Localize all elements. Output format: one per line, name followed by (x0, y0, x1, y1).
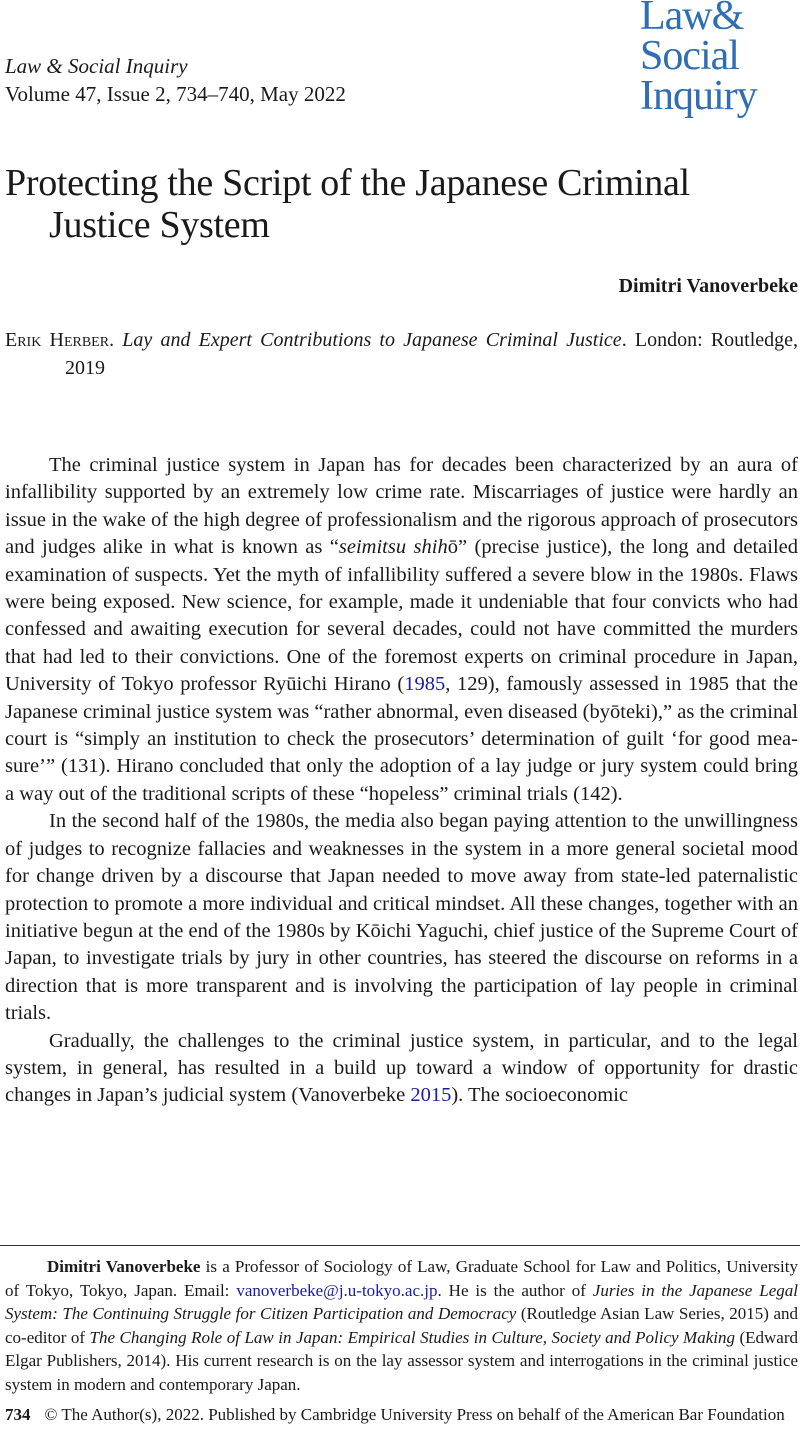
reviewed-book-reference: Erik Herber. Lay and Expert Contributions to Japanese Criminal Justice. London: Routledge, 2019 (5, 329, 799, 379)
reviewed-book-publisher: . London: Routledge, 2019 (65, 329, 799, 379)
paragraph-3: Gradually, the challenges to the criminal justice system, in particular, and to the legal system, in general, has resulted in a build up toward a window of opportunity for drastic changes in Japan’s judicial system (Vanoverbeke 2015). The socioeconomic (5, 1029, 798, 1107)
page-number: 734 (5, 1405, 31, 1424)
journal-name: Law & Social Inquiry (5, 54, 188, 78)
author-email-link[interactable]: vanoverbeke@j.u-tokyo.ac.jp (236, 1280, 438, 1300)
volume-info: Volume 47, Issue 2, 734–740, May 2022 (5, 82, 346, 106)
journal-logo (640, 0, 757, 119)
journal-meta (5, 52, 346, 108)
page-footer (5, 1404, 800, 1426)
reviewed-book-title: Lay and Expert Contributions to Japanese Criminal Justice (122, 329, 622, 351)
article-body (5, 452, 798, 1110)
footnote-author-name: Dimitri Vanoverbeke (47, 1257, 201, 1276)
article-author: Dimitri Vanoverbeke (618, 275, 798, 297)
paragraph-2: In the second half of the 1980s, the media also began paying attention to the unwillingness of judges to recognize fallacies and weaknesses in the system in a more general societal mood for change driven by a discourse that Japan needed to move away from state-led paternalistic protection to promote a more individual and critical mindset. All these changes, together with an initiative begun at the end of the 1980s by Kōichi Yaguchi, chief justice of the Supreme Court of Japan, to investigate trials by jury in other countries, has steered the discourse on reforms in a direction that is more transparent and is involving the participation of lay people in criminal trials. (5, 810, 798, 1025)
book-title-1: Juries in the Japanese Legal System: The Continuing Struggle for Citizen Participation and Democracy (5, 1280, 798, 1323)
citation-link-2015[interactable]: 2015 (410, 1084, 452, 1107)
citation-link-1985[interactable]: 1985 (404, 673, 446, 696)
author-footnote: Dimitri Vanoverbeke is a Professor of Sociology of Law, Graduate School for Law and Politics, University of Tokyo, Tokyo, Japan. Email: vanoverbeke@j.u-tokyo.ac.jp. He is the author of Juries in the Japanese Legal System: The Continuing Struggle for Citizen Participation and Democracy (Routledge Asian Law Series, 2015) and co-editor of The Changing Role of Law in Japan: Empirical Studies in Culture, Society and Policy Making (Edward Elgar Publishers, 2014). His current research is on the lay assessor system and interrogations in the criminal justice system in modern and contemporary Japan. (5, 1257, 799, 1394)
book-title-2: The Changing Role of Law in Japan: Empirical Studies in Culture, Society and Policy Making (89, 1327, 735, 1347)
paragraph-1: The criminal justice system in Japan has for decades been characterized by an aura of infallibility supported by an extremely low crime rate. Miscarriages of justice were hardly an issue in the wake of the high degree of professionalism and the rigorous approach of prosecutors and judges alike in what is known as “seimitsu shihō” (precise justice), the long and detailed examination of suspects. Yet the myth of infallibility suffered a severe blow in the 1980s. Flaws were being exposed. New science, for example, made it undeniable that four convicts who had confessed and awaiting execution for several decades, could not have committed the murders that had led to their convictions. One of the foremost experts on criminal procedure in Japan, University of Tokyo professor Ryūichi Hirano (1985, 129), famously assessed in 1985 that the Japanese criminal justice system was “rather abnormal, even diseased (byōteki),” as the criminal court is “simply an institution to check the prosecutors’ determination of guilt ‘for good measure’” (131). Hirano concluded that only the adoption of a lay judge or jury system could bring a way out of the traditional scripts of these “hopeless” criminal trials (142). (5, 454, 798, 805)
logo-line-2: Social (640, 33, 739, 79)
reviewed-author: Erik Herber (5, 329, 110, 351)
copyright-notice: © The Author(s), 2022. Published by Cambridge University Press on behalf of the American Bar Foundation (44, 1405, 785, 1424)
logo-line-3: Inquiry (640, 73, 757, 119)
footnote-divider (0, 1245, 800, 1246)
article-title: Protecting the Script of the Japanese Criminal Justice System (5, 162, 690, 246)
logo-line-1: Law& (640, 0, 744, 39)
